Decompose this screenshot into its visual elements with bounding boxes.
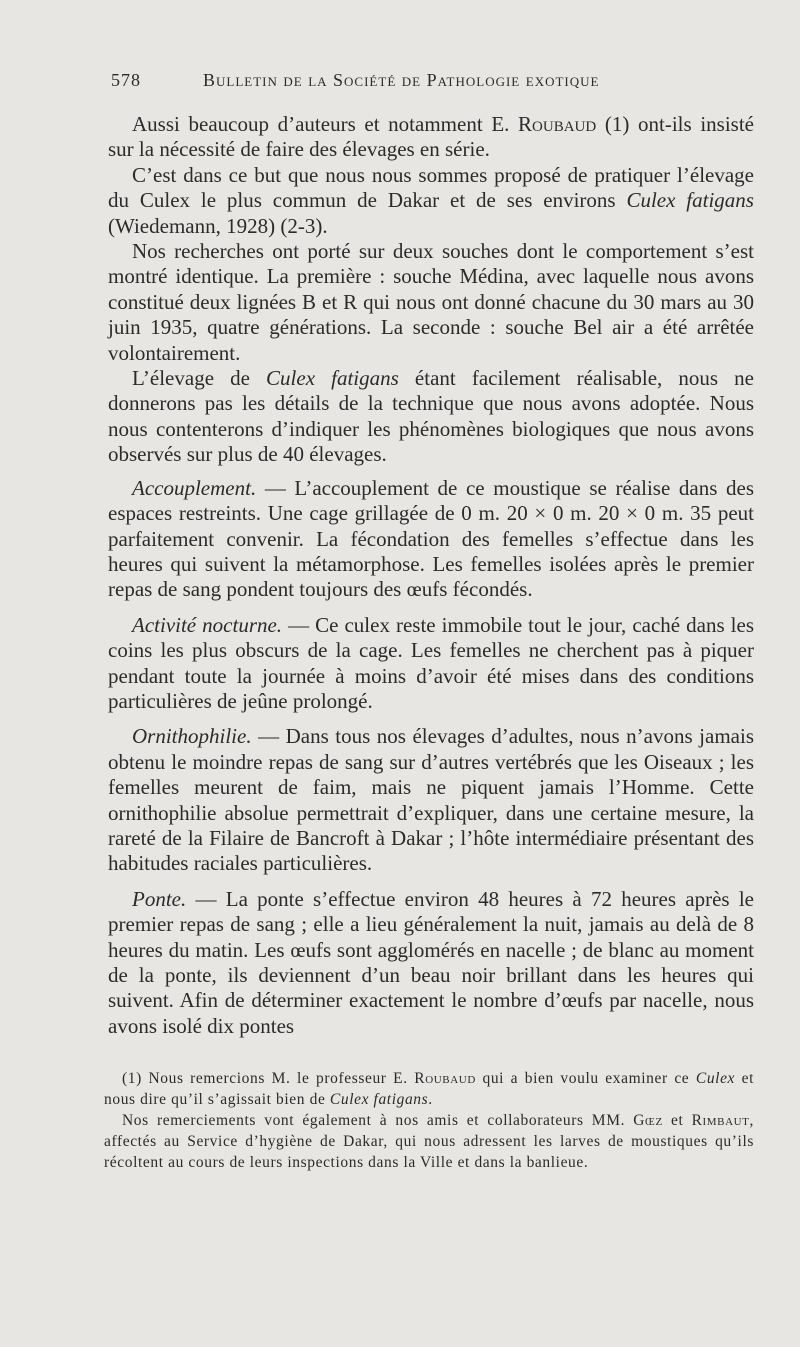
text-run: qui a bien voulu examiner ce	[475, 1070, 696, 1087]
main-text	[108, 112, 754, 1039]
section-ponte	[108, 887, 754, 1039]
paragraph-rearing	[108, 366, 754, 468]
text-run: , affectés au Service d’hygiène de Dakar, qui nous adressent les larves de moustiques qu’ils récoltent au cours de leurs inspections dans la Ville et dans la banlieue.	[104, 1112, 754, 1171]
page-number: 578	[111, 70, 141, 90]
paragraph-strains: Nos recherches ont porté sur deux souches dont le comportement s’est montré identique. La première : souche Médina, avec laquelle nous avons constitué deux lignées B et R qui nous ont donné chacune du 30 mars au 30 juin 1935, quatre générations. La seconde : souche Bel air a été arrêtée volontairement.	[108, 239, 754, 365]
footnote-2	[104, 1110, 754, 1173]
section-heading: Ponte.	[132, 886, 187, 911]
section-ornithophilie	[108, 724, 754, 876]
section-text: — L’accouplement de ce moustique se réalise dans des espaces restreints. Une cage grillagée de 0 m. 20 × 0 m. 20 × 0 m. 35 peut parfaitement convenir. La fécondation des femelles s’effectue dans les heures qui suivent la métamorphose. Les femelles isolées après le premier repas de sang pondent toujours des œufs fécondés.	[108, 475, 754, 602]
text-run: (1) Nous remercions M. le professeur E.	[122, 1070, 415, 1087]
text-run: L’élevage de	[132, 366, 267, 391]
footnotes	[104, 1068, 754, 1173]
text-run: C’est dans ce but que nous nous sommes proposé de pratiquer l’élevage du Culex le plus commun de Dakar et de ses environs	[108, 162, 754, 213]
text-run: et	[662, 1112, 692, 1129]
section-text: — La ponte s’effectue environ 48 heures à 72 heures après le premier repas de sang ; elle a lieu généralement la nuit, jamais au delà de 8 heures du matin. Les œufs sont agglomérés en nacelle ; de blanc au moment de la ponte, ils deviennent d’un beau noir brillant dans les heures qui suivent. Afin de déterminer exactement le nombre d’œufs par nacelle, nous avons isolé dix pontes	[108, 886, 754, 1038]
genus-name: Culex	[695, 1070, 736, 1087]
section-activite-nocturne	[108, 613, 754, 715]
text-run: (1) ont-ils insisté sur la nécessité de faire des élevages en série.	[108, 112, 755, 162]
text-run: (Wiedemann, 1928) (2-3).	[108, 213, 328, 238]
section-text: — Dans tous nos élevages d’adultes, nous n’avons jamais obtenu le moindre repas de sang sur d’autres vertébrés que les Oiseaux ; les femelles meurent de faim, mais ne piquent jamais l’Homme. Cette ornithophilie absolue permettrait d’expliquer, dans une certaine mesure, la rareté de la Filaire de Bancroft à Dakar ; l’hôte intermédiaire présentant des habitudes raciales particulières.	[108, 724, 754, 876]
paragraph-aim	[108, 163, 754, 239]
section-text: — Ce culex reste immobile tout le jour, caché dans les coins les plus obscurs de la cage. Les femelles ne cherchent pas à piquer pendant toute la journée à moins d’avoir été mises dans des conditions particulières de jeûne prolongé.	[108, 612, 754, 713]
author-name: Roubaud	[414, 1070, 476, 1087]
paragraph-intro	[108, 112, 754, 163]
section-heading: Ornithophilie.	[132, 724, 252, 749]
text-run: Nos remerciements vont également à nos amis et collaborateurs MM.	[122, 1112, 634, 1129]
footnote-1	[104, 1068, 754, 1110]
text-run: et nous dire qu’il s’agissait bien de	[104, 1070, 754, 1108]
text-run: Aussi beaucoup d’auteurs et notamment E.	[132, 112, 519, 136]
species-name: Culex fatigans	[329, 1091, 429, 1108]
species-name: Culex fatigans	[626, 188, 754, 213]
section-heading: Accouplement.	[132, 475, 257, 500]
text-run: .	[428, 1091, 433, 1108]
section-accouplement	[108, 476, 754, 603]
species-name: Culex fatigans	[266, 366, 399, 391]
text-run: étant facilement réalisable, nous ne donnerons pas les détails de la technique que nous avons adoptée. Nous nous contenterons d’indiquer les phénomènes biologiques que nous avons observés sur plus de 40 élevages.	[108, 366, 754, 467]
section-heading: Activité nocturne.	[132, 612, 283, 637]
person-name: Rimbaut	[691, 1112, 750, 1129]
person-name: Gœz	[633, 1112, 663, 1129]
author-name: Roubaud	[518, 112, 597, 136]
running-title: Bulletin de la Société de Pathologie exotique	[203, 70, 600, 90]
